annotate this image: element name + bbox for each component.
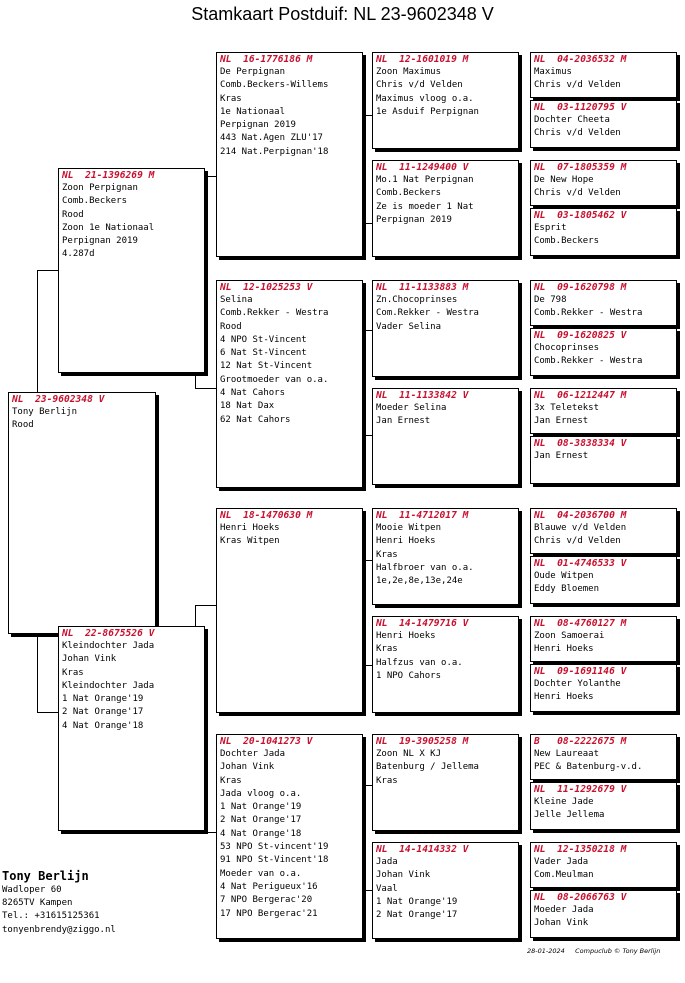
card-line: Chris v/d Velden <box>534 188 621 199</box>
card-line: Zoon NL X KJ <box>376 749 442 759</box>
owner-block <box>2 868 116 937</box>
ring-number: NL 20-1041273 V <box>220 736 313 747</box>
card-line: Chris v/d Velden <box>534 536 621 547</box>
card-line: Chris v/d Velden <box>534 80 621 91</box>
pedigree-card-gen4[interactable] <box>530 160 677 206</box>
card-line: 4 Nat Cahors <box>220 388 286 399</box>
card-line: Eddy Bloemen <box>534 584 600 595</box>
card-line: Johan Vink <box>62 654 117 665</box>
card-line: Jan Ernest <box>534 451 589 461</box>
card-line: Zoon Perpignan <box>62 183 138 193</box>
pedigree-card-gen3[interactable] <box>372 52 519 149</box>
card-line: 4 Nat Orange'18 <box>220 828 302 839</box>
card-line: Moeder Jada <box>534 905 594 915</box>
pedigree-card-gen4[interactable] <box>530 842 677 888</box>
pedigree-card-grandsire-maternal[interactable] <box>216 508 363 713</box>
ring-number: NL 08-3838334 V <box>534 438 627 449</box>
card-line: Vader Jada <box>534 857 589 867</box>
card-line: De Perpignan <box>220 67 286 77</box>
card-line: Dochter Cheeta <box>534 115 610 125</box>
card-line: 91 NPO St-Vincent'18 <box>220 855 329 866</box>
pedigree-card-gen4[interactable] <box>530 890 677 938</box>
ring-number: NL 21-1396269 M <box>62 170 155 181</box>
card-line: 62 Nat Cahors <box>220 414 291 425</box>
card-line: Johan Vink <box>376 870 431 881</box>
owner-phone: Tel.: +31615125361 <box>2 911 100 922</box>
card-line: Vader Selina <box>376 321 442 332</box>
owner-city: 8265TV Kampen <box>2 898 73 909</box>
card-line: Kleindochter Jada <box>62 641 155 651</box>
ring-number: NL 04-2036700 M <box>534 510 627 521</box>
card-line: 4 Nat Perigueux'16 <box>220 881 318 892</box>
card-line: Comb.Beckers <box>376 188 442 199</box>
ring-number: NL 12-1025253 V <box>220 282 313 293</box>
card-line: Vaal <box>376 883 398 894</box>
card-line: Chris v/d Velden <box>534 128 621 139</box>
pedigree-card-gen3[interactable] <box>372 388 519 485</box>
ring-number: NL 09-1620798 M <box>534 282 627 293</box>
card-line: 4.287d <box>62 249 95 260</box>
ring-number: NL 03-1805462 V <box>534 210 627 221</box>
card-line: Johan Vink <box>534 918 589 929</box>
pedigree-card-granddam-maternal[interactable] <box>216 734 363 939</box>
card-line: 1e,2e,8e,13e,24e <box>376 576 463 587</box>
card-line: 18 Nat Dax <box>220 401 275 412</box>
ring-number: NL 08-4760127 M <box>534 618 627 629</box>
pedigree-card-gen4[interactable] <box>530 208 677 256</box>
ring-number: NL 01-4746533 V <box>534 558 627 569</box>
connector-line <box>364 560 365 665</box>
card-line: Kras Witpen <box>220 536 280 547</box>
pedigree-card-gen4[interactable] <box>530 616 677 662</box>
ring-number: NL 11-1292679 V <box>534 784 627 795</box>
card-line: 2 Nat Orange'17 <box>376 910 458 921</box>
card-line: Mo.1 Nat Perpignan <box>376 175 474 185</box>
card-line: Ze is moeder 1 Nat <box>376 201 474 212</box>
pedigree-card-gen4[interactable] <box>530 436 677 484</box>
pedigree-card-granddam-paternal[interactable] <box>216 280 363 488</box>
card-line: New Laureaat <box>534 749 600 759</box>
card-line: 6 Nat St-Vincent <box>220 348 307 359</box>
card-line: Rood <box>12 420 34 431</box>
card-line: Kras <box>376 549 398 560</box>
ring-number: NL 19-3905258 M <box>376 736 469 747</box>
card-line: Kras <box>62 667 84 678</box>
pedigree-card-gen3[interactable] <box>372 616 519 713</box>
card-line: Comb.Beckers <box>62 196 128 207</box>
card-line: Tony Berlijn <box>12 407 78 417</box>
card-line: Jelle Jellema <box>534 810 605 821</box>
card-line: 4 Nat Orange'18 <box>62 720 144 731</box>
footer <box>527 947 660 955</box>
ring-number: NL 23-9602348 V <box>12 394 105 405</box>
pedigree-card-subject[interactable] <box>8 392 156 634</box>
card-line: Comb.Rekker - Westra <box>534 356 643 367</box>
ring-number: NL 11-4712017 M <box>376 510 469 521</box>
card-line: Oude Witpen <box>534 571 594 581</box>
owner-address: Wadloper 60 <box>2 885 62 895</box>
card-line: PEC & Batenburg-v.d. <box>534 762 643 773</box>
pedigree-card-gen3[interactable] <box>372 842 519 939</box>
card-line: Perpignan 2019 <box>376 214 452 225</box>
card-line: Blauwe v/d Velden <box>534 523 627 533</box>
pedigree-card-gen4[interactable] <box>530 388 677 434</box>
connector-line <box>37 270 59 271</box>
pedigree-card-gen4[interactable] <box>530 100 677 148</box>
pedigree-card-gen4[interactable] <box>530 52 677 98</box>
card-line: Jan Ernest <box>376 416 431 427</box>
card-line: 7 NPO Bergerac'20 <box>220 895 313 906</box>
ring-number: NL 14-1479716 V <box>376 618 469 629</box>
pedigree-card-gen4[interactable] <box>530 782 677 830</box>
card-line: Chocoprinses <box>534 343 600 353</box>
pedigree-card-gen3[interactable] <box>372 280 519 377</box>
card-line: Moeder Selina <box>376 403 447 413</box>
card-line: Kras <box>220 93 242 104</box>
card-line: Selina <box>220 295 253 305</box>
card-line: Jan Ernest <box>534 416 589 427</box>
card-line: Dochter Jada <box>220 749 286 759</box>
card-line: Maximus vloog o.a. <box>376 93 474 104</box>
pedigree-card-gen3[interactable] <box>372 508 519 605</box>
card-line: Comb.Rekker - Westra <box>534 308 643 319</box>
footer-credit: Compuclub © Tony Berlijn <box>575 947 661 955</box>
card-line: Zoon Samoerai <box>534 631 605 641</box>
pedigree-card-gen4[interactable] <box>530 734 677 780</box>
ring-number: NL 08-2066763 V <box>534 892 627 903</box>
card-line: Mooie Witpen <box>376 523 442 533</box>
pedigree-card-gen4[interactable] <box>530 508 677 554</box>
card-line: 214 Nat.Perpignan'18 <box>220 146 329 157</box>
card-line: Comb.Beckers-Willems <box>220 80 329 91</box>
card-line: Kleine Jade <box>534 797 594 807</box>
ring-number: NL 14-1414332 V <box>376 844 469 855</box>
owner-name: Tony Berlijn <box>2 869 89 883</box>
pedigree-card-gen3[interactable] <box>372 734 519 831</box>
ring-number: NL 16-1776186 M <box>220 54 313 65</box>
card-line: 1e Asduif Perpignan <box>376 106 479 117</box>
page-title: Stamkaart Postduif: NL 23-9602348 V <box>191 4 494 24</box>
connector-line <box>195 605 217 606</box>
ring-number: NL 11-1249400 V <box>376 162 469 173</box>
card-line: 12 Nat St-Vincent <box>220 361 313 372</box>
ring-number: NL 22-8675526 V <box>62 628 155 639</box>
connector-line <box>364 115 365 223</box>
card-line: 2 Nat Orange'17 <box>220 815 302 826</box>
card-line: 3x Teletekst <box>534 403 600 413</box>
card-line: Perpignan 2019 <box>62 236 138 247</box>
ring-number: NL 11-1133842 V <box>376 390 469 401</box>
card-line: 4 NPO St-Vincent <box>220 334 307 345</box>
card-line: Henri Hoeks <box>376 631 436 641</box>
ring-number: NL 03-1120795 V <box>534 102 627 113</box>
card-line: Com.Rekker - Westra <box>376 308 479 319</box>
card-line: Henri Hoeks <box>534 644 594 655</box>
card-line: De 798 <box>534 295 567 305</box>
card-line: 443 Nat.Agen ZLU'17 <box>220 133 323 144</box>
ring-number: NL 06-1212447 M <box>534 390 627 401</box>
ring-number: NL 12-1601019 M <box>376 54 469 65</box>
ring-number: NL 11-1133883 M <box>376 282 469 293</box>
card-line: Henri Hoeks <box>220 523 280 533</box>
card-line: Comb.Beckers <box>534 236 600 247</box>
card-line: Maximus <box>534 67 572 77</box>
card-line: 1 Nat Orange'19 <box>220 802 302 813</box>
card-line: Perpignan 2019 <box>220 120 296 131</box>
card-line: Zoon Maximus <box>376 67 442 77</box>
connector-line <box>364 330 365 435</box>
card-line: Chris v/d Velden <box>376 80 463 91</box>
card-line: 1 Nat Orange'19 <box>62 694 144 705</box>
pedigree-card-gen4[interactable] <box>530 280 677 326</box>
card-line: 1e Nationaal <box>220 106 286 117</box>
card-line: Zn.Chocoprinses <box>376 295 458 305</box>
ring-number: NL 12-1350218 M <box>534 844 627 855</box>
connector-line <box>195 388 217 389</box>
pedigree-card-sire[interactable] <box>58 168 205 373</box>
card-line: Rood <box>220 321 242 332</box>
card-line: Batenburg / Jellema <box>376 762 479 773</box>
pedigree-card-gen4[interactable] <box>530 664 677 712</box>
card-line: Kras <box>376 644 398 655</box>
owner-email[interactable]: tonyenbrendy@ziggo.nl <box>2 924 116 935</box>
card-line: Com.Meulman <box>534 870 594 881</box>
card-line: Moeder van o.a. <box>220 868 302 879</box>
card-line: Johan Vink <box>220 762 275 773</box>
card-line: Dochter Yolanthe <box>534 679 621 689</box>
ring-number: NL 07-1805359 M <box>534 162 627 173</box>
footer-date: 28-01-2024 <box>527 947 565 955</box>
card-line: Jada <box>376 857 398 867</box>
pedigree-card-gen4[interactable] <box>530 556 677 604</box>
card-line: Rood <box>62 209 84 220</box>
card-line: De New Hope <box>534 175 594 185</box>
pedigree-card-gen4[interactable] <box>530 328 677 376</box>
card-line: Kleindochter Jada <box>62 680 155 691</box>
connector-line <box>364 785 365 890</box>
card-line: 1 Nat Orange'19 <box>376 896 458 907</box>
card-line: Grootmoeder van o.a. <box>220 374 329 385</box>
card-line: 2 Nat Orange'17 <box>62 707 144 718</box>
ring-number: B 08-2222675 M <box>534 736 627 747</box>
card-line: Jada vloog o.a. <box>220 788 302 799</box>
ring-number: NL 09-1620825 V <box>534 330 627 341</box>
pedigree-card-gen3[interactable] <box>372 160 519 257</box>
card-line: Halfbroer van o.a. <box>376 562 474 573</box>
card-line: Henri Hoeks <box>534 692 594 703</box>
ring-number: NL 09-1691146 V <box>534 666 627 677</box>
pedigree-card-dam[interactable] <box>58 626 205 831</box>
card-line: Kras <box>220 775 242 786</box>
card-line: 53 NPO St-vincent'19 <box>220 842 329 853</box>
card-line: Kras <box>376 775 398 786</box>
card-line: Halfzus van o.a. <box>376 657 463 668</box>
ring-number: NL 04-2036532 M <box>534 54 627 65</box>
connector-line <box>37 712 59 713</box>
ring-number: NL 18-1470630 M <box>220 510 313 521</box>
card-line: 1 NPO Cahors <box>376 670 442 681</box>
card-line: Esprit <box>534 223 567 233</box>
pedigree-card-grandsire-paternal[interactable] <box>216 52 363 257</box>
card-line: Zoon 1e Nationaal <box>62 222 155 233</box>
card-line: Comb.Rekker - Westra <box>220 308 329 319</box>
card-line: Henri Hoeks <box>376 536 436 547</box>
card-line: 17 NPO Bergerac'21 <box>220 908 318 919</box>
connector-line <box>195 832 217 833</box>
